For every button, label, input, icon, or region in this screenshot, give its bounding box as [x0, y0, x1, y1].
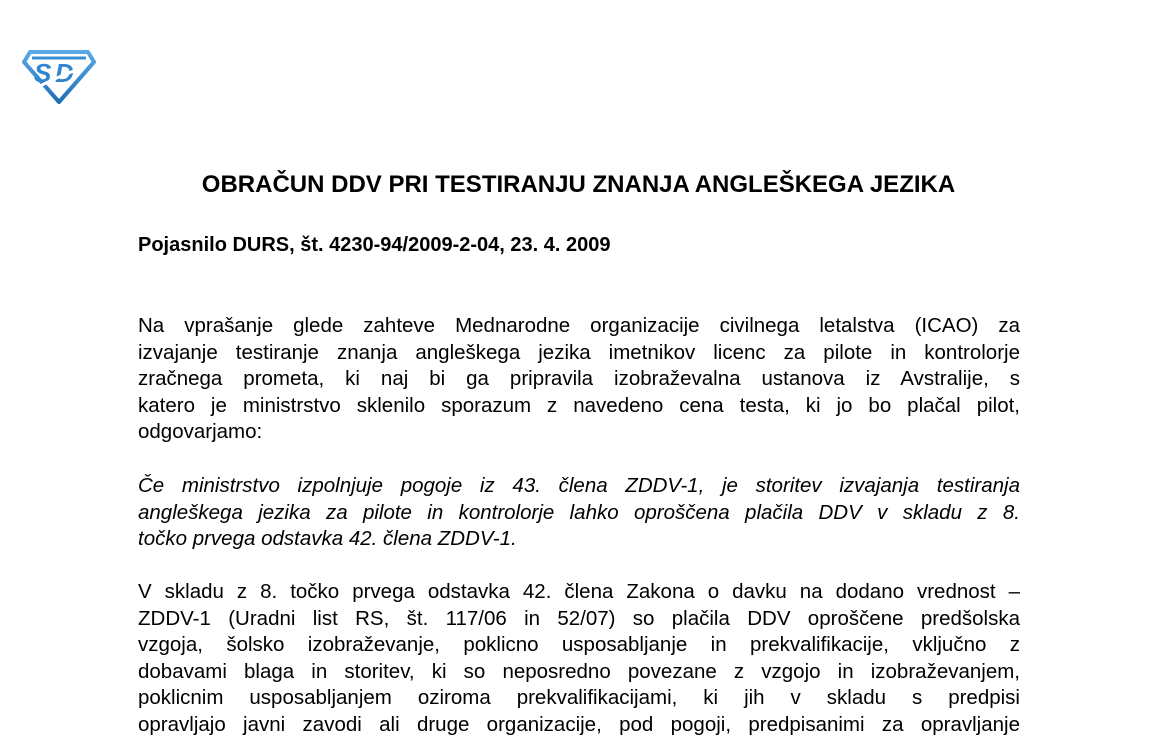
svg-text:S: S: [34, 58, 52, 88]
paragraph-line: Če ministrstvo izpolnjuje pogoje iz 43. člena ZDDV-1, je storitev izvajanja testiranja: [138, 474, 1020, 497]
paragraph-line: zračnega prometa, ki naj bi ga pripravila izobraževalna ustanova iz Avstralije, s: [138, 367, 1020, 390]
document-title: OBRAČUN DDV PRI TESTIRANJU ZNANJA ANGLEŠKEGA JEZIKA: [201, 171, 956, 198]
paragraph-line: točko prvega odstavka 42. člena ZDDV-1.: [138, 527, 517, 550]
paragraph-line: opravljajo javni zavodi ali druge organizacije, pod pogoji, predpisanimi za opravljanje: [138, 712, 1020, 736]
paragraph-line: odgovarjamo:: [138, 420, 263, 443]
paragraph-line: katero je ministrstvo sklenilo sporazum z navedeno cena testa, ki jo bo plačal pilot,: [138, 393, 1020, 417]
paragraph-line: V skladu z 8. točko prvega odstavka 42. člena Zakona o davku na dodano vrednost –: [138, 580, 1020, 603]
paragraph-line: dobavami blaga in storitev, ki so neposredno povezane z vzgojo in izobraževanjem,: [138, 659, 1020, 683]
svg-text:D: D: [55, 58, 74, 88]
paragraph-line: izvajanje testiranje znanja angleškega jezika imetnikov licenc za pilote in kontrolorje: [138, 340, 1020, 364]
paragraph-line: poklicnim usposabljanjem oziroma prekvalifikacijami, ki jih v skladu s predpisi: [138, 686, 1020, 709]
paragraph-explanation: [138, 579, 1020, 738]
paragraph-answer: [138, 473, 1020, 553]
durs-shield-logo-icon: [22, 48, 96, 104]
paragraph-line: vzgoja, šolsko izobraževanje, poklicno usposabljanje in prekvalifikacije, vključno z: [138, 633, 1020, 656]
paragraph-line: Na vprašanje glede zahteve Mednarodne organizacije civilnega letalstva (ICAO) za: [138, 314, 1020, 337]
document-subtitle: Pojasnilo DURS, št. 4230-94/2009-2-04, 23. 4. 2009: [138, 234, 611, 256]
paragraph-question: [138, 313, 1020, 446]
paragraph-line: ZDDV-1 (Uradni list RS, št. 117/06 in 52/07) so plačila DDV oproščene predšolska: [138, 606, 1020, 630]
paragraph-line: angleškega jezika za pilote in kontrolorje lahko oproščena plačila DDV v skladu z 8.: [138, 500, 1020, 524]
